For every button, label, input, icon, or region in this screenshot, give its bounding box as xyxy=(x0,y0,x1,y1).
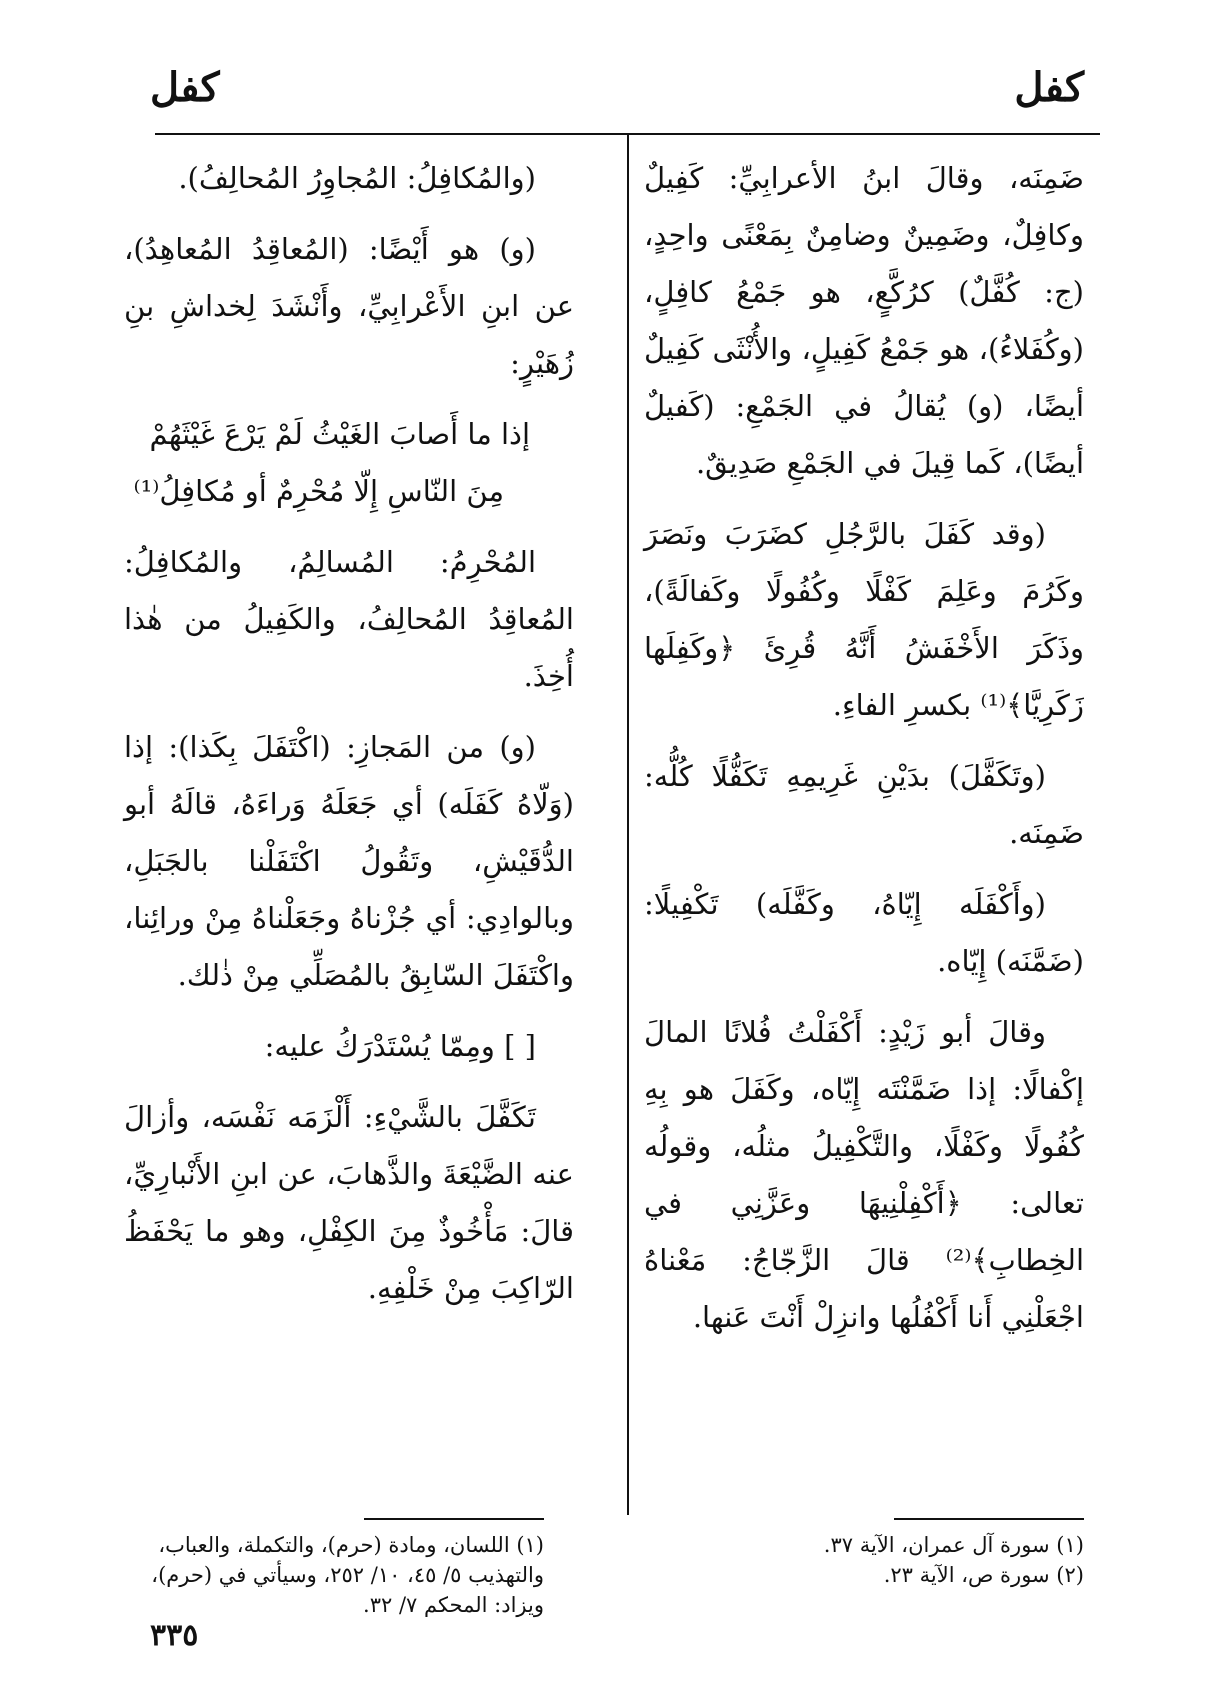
footnote-rule-right xyxy=(894,1518,1084,1520)
paragraph: (و) هو أَيْضًا: (المُعاقِدُ المُعاهِدُ)، عن ابنِ الأَعْرابِيِّ، وأَنْشَدَ لِخداشِ بنِ زُهَيْرٍ: xyxy=(124,232,574,380)
paragraph: ضَمِنَه، وقالَ ابنُ الأعرابِيِّ: كَفِيلٌ وكافِلٌ، وضَمِينٌ وضامِنٌ بِمَعْنًى واحِدٍ، (ج: كُفَّلٌ) كرُكَّعٍ، هو جَمْعُ كافِلٍ، (وكُفَلاءُ)، هو جَمْعُ كَفِيلٍ، والأُنْثَى كَفِيلٌ أيضًا، (و) يُقالُ في الجَمْعِ: (كَفيلٌ أيضًا)، كَما قِيلَ في الجَمْعِ صَدِيقٌ. xyxy=(644,161,1084,480)
paragraph: [ ] ومِمّا يُسْتَدْرَكُ عليه: xyxy=(264,1029,536,1063)
right-column xyxy=(644,150,1084,1360)
paragraph: وقالَ أبو زَيْدٍ: أَكْفَلْتُ فُلانًا المالَ إكْفالًا: إذا ضَمَّنْتَه إِيّاه، وكَفَلَ هو بِهِ كُفُولًا وكَفْلًا، والتَّكْفِيلُ مثلُه، وقولُه تعالى: ﴿أَكْفِلْنِيهَا وعَزَّنِي في الخِطابِ﴾⁽²⁾ قالَ الزَّجّاجُ: مَعْناهُ اجْعَلْنِي أَنا أَكْفُلُها وانزِلْ أَنْتَ عَنها. xyxy=(644,1015,1084,1334)
footnotes-left xyxy=(124,1530,544,1620)
footnote-rule-left xyxy=(364,1518,544,1520)
left-column xyxy=(124,150,574,1331)
verse-line: مِنَ النّاسِ إِلّا مُحْرِمٌ أو مُكافِلُ⁽¹⁾ xyxy=(133,474,504,508)
footnotes-right xyxy=(644,1530,1084,1590)
footnote: (١) اللسان، ومادة (حرم)، والتكملة، والعباب، والتهذيب ٥/ ٤٥، ١٠/ ٢٥٢، وسيأتي في (حرم)، ويزاد: المحكم ٧/ ٣٢. xyxy=(151,1533,544,1617)
paragraph: (وأَكْفَلَه إِيّاهُ، وكَفَّلَه) تَكْفِيلًا: (ضَمَّنَه) إِيّاه. xyxy=(644,887,1084,978)
paragraph: تَكَفَّلَ بالشَّيْءِ: أَلْزَمَه نَفْسَه، وأزالَ عنه الضَّيْعَةَ والذَّهابَ، عن ابنِ الأَنْبارِيِّ، قالَ: مَأْخُوذٌ مِنَ الكِفْلِ، وهو ما يَحْفَظُ الرّاكِبَ مِنْ خَلْفِهِ. xyxy=(124,1100,574,1305)
footnote: (١) سورة آل عمران، الآية ٣٧. xyxy=(823,1533,1084,1557)
running-headword-right: كفل xyxy=(1014,64,1084,111)
column-divider xyxy=(627,135,629,1515)
paragraph: (و) من المَجازِ: (اكْتَفَلَ بِكَذا): إذا (وَلّاهُ كَفَلَه) أي جَعَلَهُ وَراءَهُ، قالَهُ أبو الدُّقَيْشِ، وتَقُولُ اكْتَفَلْنا بالجَبَلِ، وبالوادِي: أي جُزْناهُ وجَعَلْناهُ مِنْ ورائِنا، واكْتَفَلَ السّابِقُ بالمُصَلِّي مِنْ ذٰلك. xyxy=(124,730,574,992)
paragraph: (وتَكَفَّلَ) بدَيْنِ غَرِيمِهِ تَكَفُّلًا كُلُّه: ضَمِنَه. xyxy=(644,759,1084,850)
paragraph: (والمُكافِلُ: المُجاوِرُ المُحالِفُ). xyxy=(178,161,536,195)
verse-line: إذا ما أَصابَ الغَيْثُ لَمْ يَرْعَ غَيْثَهُمْ xyxy=(149,417,530,451)
footnote: (٢) سورة ص، الآية ٢٣. xyxy=(883,1563,1084,1587)
paragraph: (وقد كَفَلَ بالرَّجُلِ كضَرَبَ ونَصَرَ وكَرُمَ وعَلِمَ كَفْلًا وكُفُولًا وكَفالَةً)، وذَكَرَ الأَخْفَشُ أَنَّهُ قُرِئَ ﴿وكَفِلَها زَكَرِيَّا﴾⁽¹⁾ بكسرِ الفاءِ. xyxy=(644,517,1084,722)
page-number: ٣٣٥ xyxy=(150,1618,199,1653)
paragraph: المُحْرِمُ: المُسالِمُ، والمُكافِلُ: المُعاقِدُ المُحالِفُ، والكَفِيلُ من هٰذا أُخِذَ. xyxy=(124,545,574,693)
running-headword-left: كفل xyxy=(150,64,220,111)
